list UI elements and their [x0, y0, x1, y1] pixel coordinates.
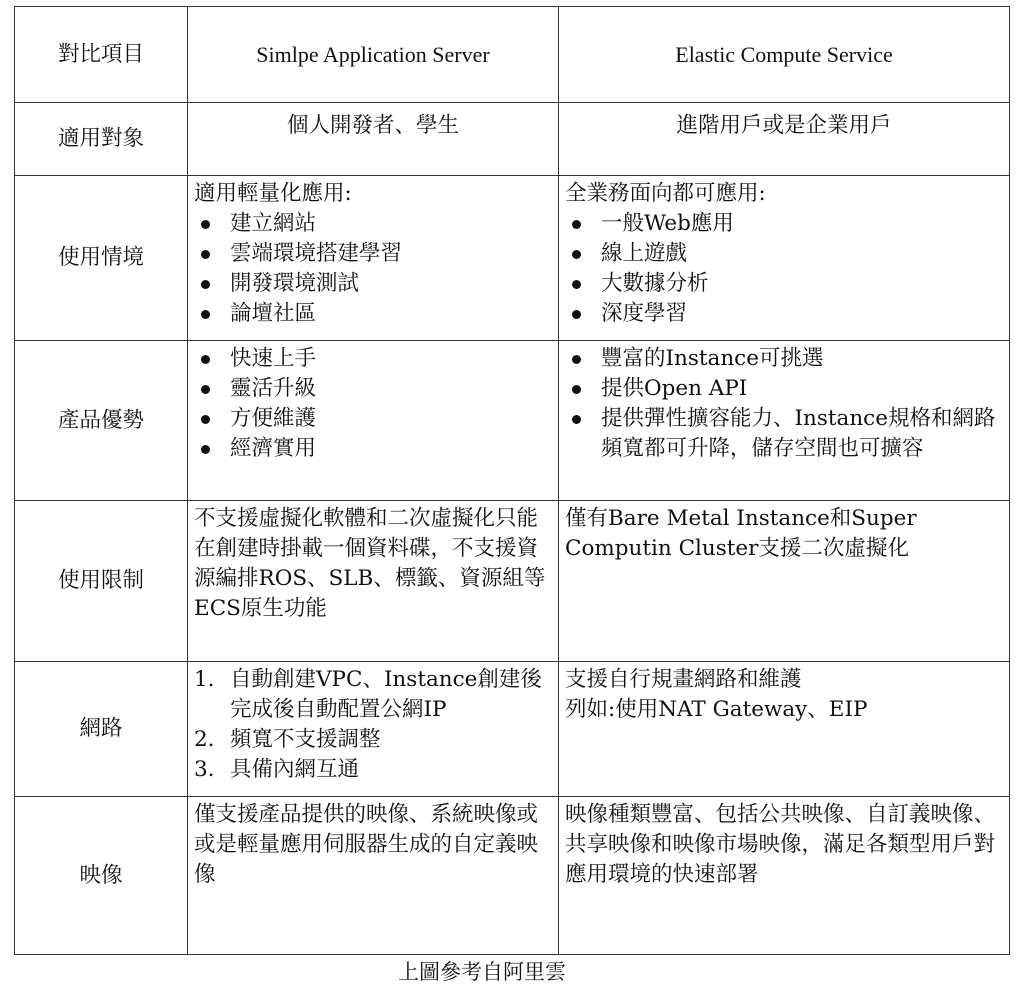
table-row-advantages	[15, 341, 1010, 501]
list-item: 快速上手	[194, 344, 556, 374]
network-ecs-line2: 列如:使用NAT Gateway、EIP	[565, 697, 868, 722]
network-ecs-line1: 支援自行規畫網路和維護	[565, 667, 802, 692]
limits-sas-cell	[188, 501, 559, 662]
list-item: 深度學習	[565, 299, 1007, 329]
scenarios-sas-cell	[188, 176, 559, 341]
network-label: 網路	[15, 662, 188, 797]
scenarios-sas-intro: 適用輕量化應用:	[194, 181, 352, 206]
advantages-ecs-list	[565, 344, 1007, 464]
scenarios-sas-list	[194, 209, 556, 329]
network-sas-cell	[188, 662, 559, 797]
list-item: 經濟實用	[194, 434, 556, 464]
list-item: 一般Web應用	[565, 209, 1007, 239]
images-sas-text: 僅支援產品提供的映像、系統映像或或是輕量應用伺服器生成的自定義映像	[194, 802, 539, 887]
list-item: 線上遊戲	[565, 239, 1007, 269]
scenarios-ecs-cell	[559, 176, 1010, 341]
network-ecs-cell	[559, 662, 1010, 797]
list-item: 提供Open API	[565, 374, 1007, 404]
table-row-images	[15, 797, 1010, 955]
list-item: 建立網站	[194, 209, 556, 239]
comparison-table	[14, 6, 1010, 955]
scenarios-ecs-intro: 全業務面向都可應用:	[565, 181, 766, 206]
images-sas-cell	[188, 797, 559, 955]
header-sas: Simlpe Application Server	[188, 7, 559, 103]
list-number: 2.	[194, 727, 215, 752]
scenarios-ecs-list	[565, 209, 1007, 329]
list-text: 具備內網互通	[230, 757, 360, 782]
audience-label: 適用對象	[15, 103, 188, 176]
header-ecs: Elastic Compute Service	[559, 7, 1010, 103]
list-number: 1.	[194, 667, 215, 692]
list-item: 論壇社區	[194, 299, 556, 329]
table-row-limits	[15, 501, 1010, 662]
list-item: 開發環境測試	[194, 269, 556, 299]
table-row-network	[15, 662, 1010, 797]
list-item	[194, 725, 556, 755]
network-sas-list	[194, 665, 556, 785]
audience-sas: 個人開發者、學生	[188, 103, 559, 176]
list-item	[194, 665, 556, 725]
figure-caption: 上圖參考自阿里雲	[398, 960, 566, 984]
table-row-header	[15, 7, 1010, 103]
limits-ecs-text: 僅有Bare Metal Instance和Super Computin Cluster支援二次虛擬化	[565, 506, 917, 561]
table-row-audience	[15, 103, 1010, 176]
list-number: 3.	[194, 757, 215, 782]
list-item	[194, 755, 556, 785]
table-row-scenarios	[15, 176, 1010, 341]
scenarios-label: 使用情境	[15, 176, 188, 341]
audience-ecs: 進階用戶或是企業用戶	[559, 103, 1010, 176]
list-item: 提供彈性擴容能力、Instance規格和網路頻寬都可升降，儲存空間也可擴容	[565, 404, 1007, 464]
list-item: 豐富的Instance可挑選	[565, 344, 1007, 374]
list-text: 頻寬不支援調整	[230, 727, 381, 752]
list-item: 靈活升級	[194, 374, 556, 404]
images-ecs-text: 映像種類豐富、包括公共映像、自訂義映像、共享映像和映像市場映像，滿足各類型用戶對應用環境的快速部署	[565, 802, 996, 887]
header-label: 對比項目	[15, 7, 188, 103]
advantages-sas-cell	[188, 341, 559, 501]
list-text: 自動創建VPC、Instance創建後完成後自動配置公網IP	[230, 667, 542, 722]
advantages-sas-list	[194, 344, 556, 464]
advantages-label: 產品優勢	[15, 341, 188, 501]
limits-label: 使用限制	[15, 501, 188, 662]
list-item: 雲端環境搭建學習	[194, 239, 556, 269]
limits-ecs-cell	[559, 501, 1010, 662]
list-item: 方便維護	[194, 404, 556, 434]
images-ecs-cell	[559, 797, 1010, 955]
list-item: 大數據分析	[565, 269, 1007, 299]
limits-sas-text: 不支援虛擬化軟體和二次虛擬化只能在創建時掛載一個資料碟，不支援資源編排ROS、SLB、標籤、資源組等ECS原生功能	[194, 506, 546, 621]
advantages-ecs-cell	[559, 341, 1010, 501]
images-label: 映像	[15, 797, 188, 955]
